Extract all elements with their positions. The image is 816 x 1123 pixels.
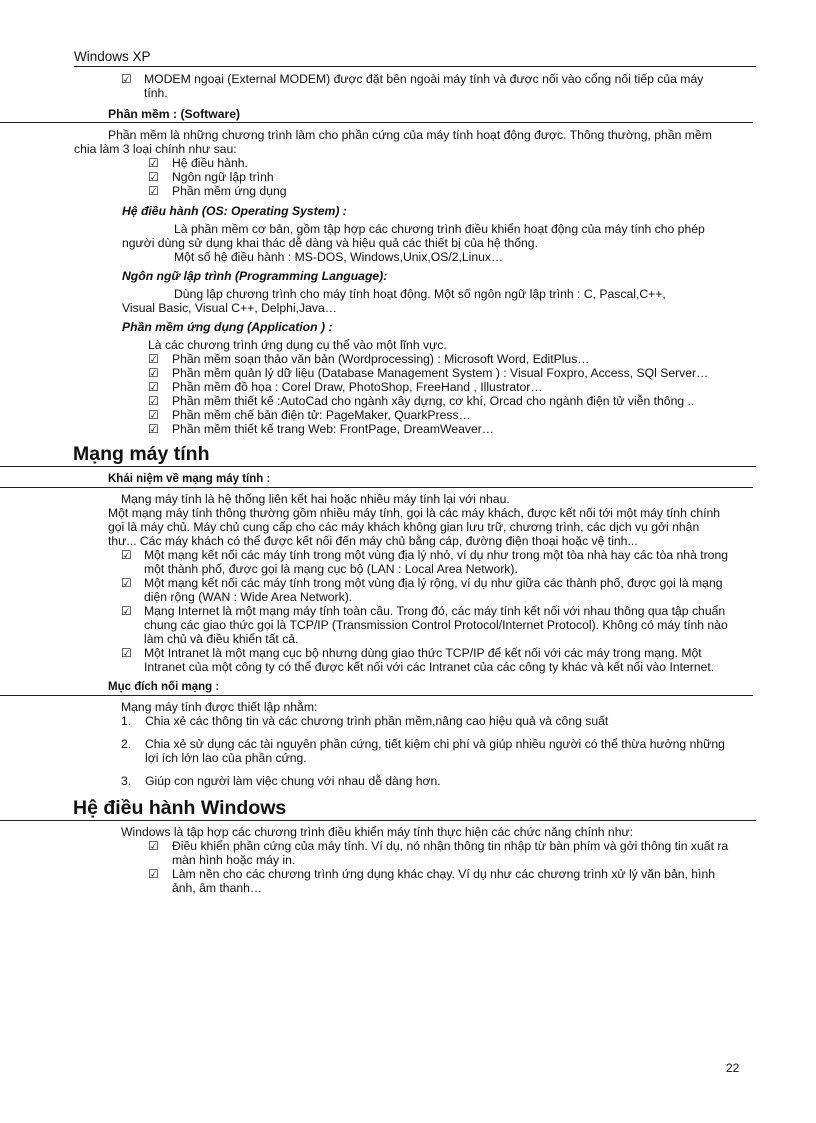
- app-item-5: [0, 408, 816, 422]
- network-concept-paragraph: Một mạng máy tính thông thường gồm nhiều máy tính, gọi là các máy khách, được kết nối tới một máy tính chính gọi là máy chủ. Máy chủ cung cấp cho các máy khách không gian lưu trữ, chương trình, các dịch vụ gởi nhận thư... Các máy khách có thể được kết nối đến máy chủ bằng cáp, đường điện thoại hoặc vệ tinh...: [108, 506, 721, 548]
- page-number: 22: [726, 1061, 740, 1075]
- checkbox-icon: ☑: [148, 839, 159, 853]
- windows-item-text: Làm nền cho các chương trình ứng dụng khác chạy. Ví dụ như các chương trình xử lý văn bản, hình ảnh, âm thanh…: [172, 867, 716, 895]
- app-item-text: Phần mềm quản lý dữ liệu (Database Management System ) : Visual Foxpro, Access, SQl Server…: [172, 366, 709, 380]
- os-heading: Hệ điều hành (OS: Operating System) :: [122, 204, 347, 218]
- network-purpose-heading: Mục đích nối mạng :: [0, 680, 753, 696]
- checkbox-icon: ☑: [148, 380, 159, 394]
- list-number: 3.: [121, 774, 132, 788]
- network-type-4: [0, 646, 816, 674]
- network-heading: Mạng máy tính: [0, 442, 756, 467]
- windows-item-1: [0, 839, 816, 867]
- software-intro: Phần mềm là những chương trình làm cho phần cứng của máy tính hoạt động được. Thông thường, phần mềm chia làm 3 loại chính như sau:: [74, 128, 712, 156]
- list-number: 2.: [121, 737, 132, 751]
- checkbox-icon: ☑: [148, 156, 159, 170]
- app-item-text: Phần mềm thiết kế trang Web: FrontPage, DreamWeaver…: [172, 422, 494, 436]
- checkbox-icon: ☑: [148, 867, 159, 881]
- app-item-2: [0, 366, 816, 380]
- page-content: [0, 72, 816, 895]
- checkbox-icon: ☑: [148, 422, 159, 436]
- checkbox-icon: ☑: [148, 184, 159, 198]
- windows-heading: Hệ điều hành Windows: [0, 796, 756, 821]
- network-type-2: [0, 576, 816, 604]
- network-concept-line: Mạng máy tính là hệ thống liên kết hai hoặc nhiều máy tính lại với nhau.: [121, 492, 510, 506]
- modem-item-text: MODEM ngoại (External MODEM) được đặt bên ngoài máy tính và được nối vào cổng nối tiếp của máy tính.: [144, 72, 704, 100]
- os-examples: Một số hệ điều hành : MS-DOS, Windows,Unix,OS/2,Linux…: [174, 250, 504, 264]
- list-number: 1.: [121, 714, 132, 728]
- app-description: Là các chương trình ứng dụng cụ thể vào một lĩnh vực.: [148, 338, 447, 352]
- checkbox-icon: ☑: [121, 646, 132, 660]
- checkbox-icon: ☑: [148, 408, 159, 422]
- software-heading: Phần mềm : (Software): [0, 107, 753, 123]
- windows-item-text: Điều khiển phần cứng của máy tính. Ví dụ, nó nhận thông tin nhập từ bàn phím và gởi thông tin xuất ra màn hình hoặc máy in.: [172, 839, 729, 867]
- checkbox-icon: ☑: [148, 366, 159, 380]
- software-type-text: Ngôn ngữ lập trình: [172, 170, 274, 184]
- modem-item: [0, 72, 816, 100]
- os-description: Là phần mềm cơ bản, gồm tập hợp các chương trình điều khiển hoạt động của máy tính cho phép người dùng sử dụng khai thác dễ dàng và hiệu quả các thiết bị của hệ thống.: [122, 222, 705, 250]
- app-item-1: [0, 352, 816, 366]
- app-heading: Phần mềm ứng dụng (Application ) :: [122, 320, 333, 334]
- software-type-text: Phần mềm ứng dụng: [172, 184, 287, 198]
- network-purpose-intro: Mạng máy tính được thiết lập nhằm:: [121, 700, 318, 714]
- checkbox-icon: ☑: [148, 394, 159, 408]
- app-item-text: Phần mềm thiết kế :AutoCad cho ngành xây dựng, cơ khí, Orcad cho ngành điện tử viễn thông ..: [172, 394, 695, 408]
- windows-item-2: [0, 867, 816, 895]
- app-item-text: Phần mềm đồ họa : Corel Draw, PhotoShop, FreeHand , Illustrator…: [172, 380, 543, 394]
- app-item-3: [0, 380, 816, 394]
- purpose-text: Chia xẻ sử dụng các tài nguyên phần cứng, tiết kiệm chi phí và giúp nhiều người có thể thừa hưởng những lợi ích lớn lao của phần cứng.: [145, 737, 725, 765]
- checkbox-icon: ☑: [121, 604, 132, 618]
- network-type-1: [0, 548, 816, 576]
- network-concept-heading: Khái niệm về mạng máy tính :: [0, 472, 753, 488]
- checkbox-icon: ☑: [148, 170, 159, 184]
- network-type-text: Một mạng kết nối các máy tính trong một vùng địa lý rộng, ví dụ như giữa các thành phố, được gọi là mạng diện rộng (WAN : Wide Area Network).: [144, 576, 723, 604]
- running-header: Windows XP: [74, 49, 756, 67]
- purpose-text: Chia xẻ các thông tin và các chương trình phần mềm,nâng cao hiệu quả và công suất: [145, 714, 609, 728]
- purpose-item-1: [0, 714, 816, 728]
- app-item-text: Phần mềm soạn thảo văn bản (Wordprocessing) : Microsoft Word, EditPlus…: [172, 352, 590, 366]
- purpose-text: Giúp con người làm việc chung với nhau dễ dàng hơn.: [145, 774, 441, 788]
- purpose-item-2: [0, 737, 816, 765]
- checkbox-icon: ☑: [121, 576, 132, 590]
- windows-intro: Windows là tập hợp các chương trình điều khiển máy tính thực hiện các chức năng chính như:: [121, 825, 634, 839]
- app-item-6: [0, 422, 816, 436]
- lang-heading: Ngôn ngữ lập trình (Programming Language):: [122, 269, 388, 283]
- app-item-4: [0, 394, 816, 408]
- checkbox-icon: ☑: [121, 72, 132, 86]
- software-type-1: [0, 156, 816, 170]
- checkbox-icon: ☑: [148, 352, 159, 366]
- purpose-item-3: [0, 774, 816, 788]
- network-type-text: Một mạng kết nối các máy tính trong một vùng địa lý nhỏ, ví dụ như trong một tòa nhà hay các tòa nhà trong một thành phố, được gọi là mạng cục bộ (LAN : Local Area Network).: [144, 548, 729, 576]
- software-type-2: [0, 170, 816, 184]
- network-type-text: Một Intranet là một mạng cục bộ nhưng dùng giao thức TCP/IP để kết nối với các máy trong mạng. Một Intranet của một công ty có thể được kết nối với các Intranet của các công ty khác và kết nối vào Internet.: [144, 646, 715, 674]
- lang-description: Dùng lập chương trình cho máy tính hoạt động. Một số ngôn ngữ lập trình : C, Pascal,C++, Visual Basic, Visual C++, Delphi,Java…: [122, 287, 666, 315]
- software-type-3: [0, 184, 816, 198]
- network-type-3: [0, 604, 816, 646]
- app-item-text: Phần mềm chế bản điện tử: PageMaker, QuarkPress…: [172, 408, 471, 422]
- network-type-text: Mạng Internet là một mạng máy tính toàn cầu. Trong đó, các máy tính kết nối với nhau thông qua tập chuẩn chung các giao thức gọi là TCP/IP (Transmission Control Protocol/Internet Protocol). Không có máy tính nào làm chủ và điều khiển tất cả.: [144, 604, 728, 646]
- software-type-text: Hệ điều hành.: [172, 156, 248, 170]
- checkbox-icon: ☑: [121, 548, 132, 562]
